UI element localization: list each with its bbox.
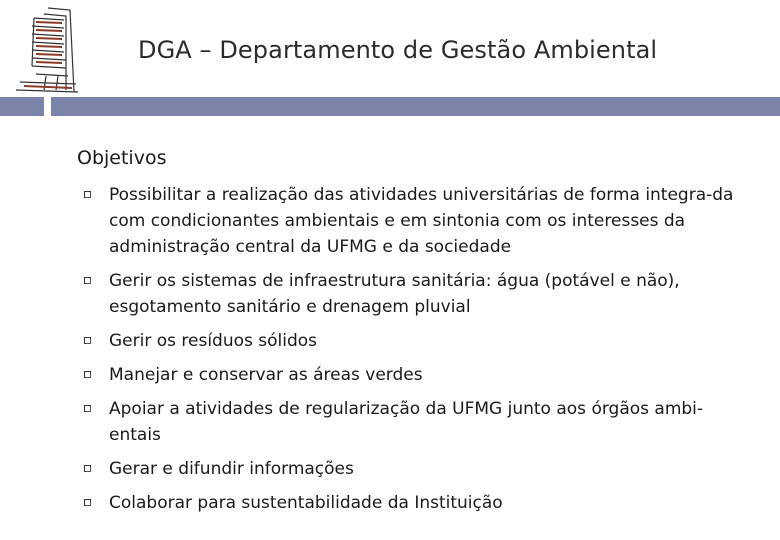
list-item-text: Gerir os resíduos sólidos	[109, 331, 318, 351]
list-item-text: Possibilitar a realização das atividades universitárias de forma integra-da com condicionantes ambientais e em sintonia com os interesses da administração central da UFMG e da sociedade	[109, 185, 734, 257]
list-item-text: Manejar e conservar as áreas verdes	[109, 365, 423, 385]
list-item	[78, 182, 738, 260]
list-item	[78, 328, 738, 354]
header-bar-right	[51, 97, 780, 116]
list-item-text: Gerar e difundir informações	[109, 459, 354, 479]
objectives-list	[78, 182, 738, 524]
checkbox-bullet-icon	[84, 465, 91, 472]
header-bar-left	[0, 97, 44, 116]
list-item	[78, 396, 738, 448]
checkbox-bullet-icon	[84, 405, 91, 412]
list-item	[78, 362, 738, 388]
list-item-text: Gerir os sistemas de infraestrutura sanitária: água (potável e não), esgotamento sanitário e drenagem pluvial	[109, 271, 680, 317]
section-title: Objetivos	[77, 147, 167, 169]
checkbox-bullet-icon	[84, 499, 91, 506]
checkbox-bullet-icon	[84, 277, 91, 284]
list-item	[78, 268, 738, 320]
list-item	[78, 456, 738, 482]
page-title: DGA – Departamento de Gestão Ambiental	[138, 36, 658, 64]
list-item-text: Colaborar para sustentabilidade da Instituição	[109, 493, 503, 513]
list-item	[78, 490, 738, 516]
checkbox-bullet-icon	[84, 191, 91, 198]
checkbox-bullet-icon	[84, 337, 91, 344]
checkbox-bullet-icon	[84, 371, 91, 378]
building-sketch-icon	[6, 4, 136, 94]
list-item-text: Apoiar a atividades de regularização da UFMG junto aos órgãos ambi-entais	[109, 399, 704, 445]
